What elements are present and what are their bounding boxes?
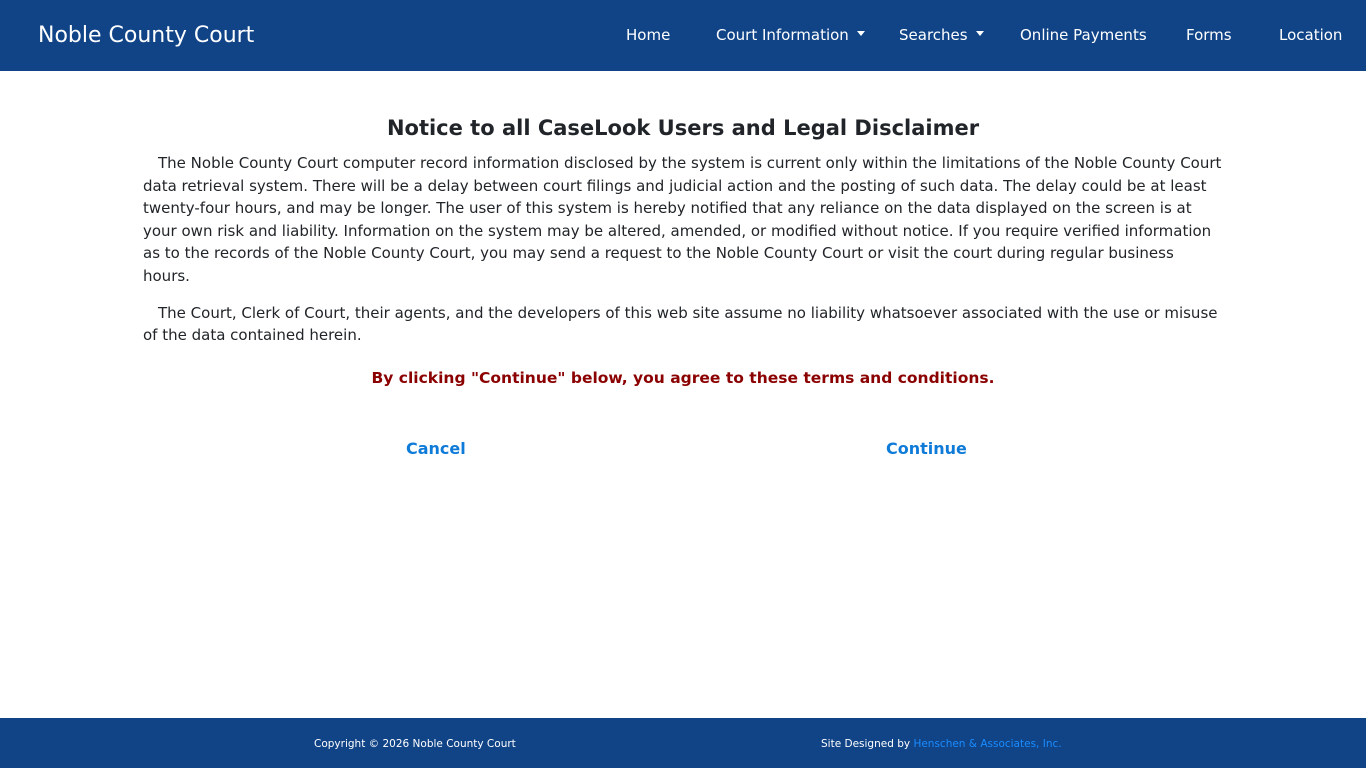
designed-by-prefix: Site Designed by: [821, 738, 911, 750]
nav-searches[interactable]: [899, 25, 984, 45]
site-designer-credit: [821, 737, 1062, 751]
liability-paragraph: The Court, Clerk of Court, their agents, and the developers of this web site assume no liability whatsoever associated with the use or misuse of the data contained herein.: [143, 303, 1218, 345]
page-title: Notice to all CaseLook Users and Legal Disclaimer: [386, 116, 980, 140]
nav-forms[interactable]: Forms: [1186, 26, 1232, 44]
agreement-notice: By clicking "Continue" below, you agree to these terms and conditions.: [371, 368, 995, 387]
caret-down-icon: [857, 31, 865, 36]
navbar: [0, 0, 1366, 71]
nav-online-payments[interactable]: Online Payments: [1020, 26, 1147, 44]
designer-link[interactable]: Henschen & Associates, Inc.: [913, 738, 1062, 750]
continue-button[interactable]: Continue: [886, 439, 967, 458]
cancel-button[interactable]: Cancel: [406, 439, 466, 458]
nav-court-information-label: Court Information: [716, 26, 849, 44]
disclaimer-content: [143, 110, 1223, 389]
caret-down-icon: [976, 31, 984, 36]
nav-home[interactable]: Home: [626, 26, 671, 44]
brand-link[interactable]: Noble County Court: [38, 23, 255, 48]
copyright-text: Copyright © 2026 Noble County Court: [314, 738, 516, 750]
nav-court-information[interactable]: [716, 25, 865, 45]
nav-location[interactable]: Location: [1279, 26, 1343, 44]
footer: [0, 718, 1366, 768]
disclaimer-paragraph: The Noble County Court computer record information disclosed by the system is current only within the limitations of the Noble County Court data retrieval system. There will be a delay between court filings and judicial action and the posting of such data. The delay could be at least twenty-four hours, and may be longer. The user of this system is hereby notified that any reliance on the data displayed on the screen is at your own risk and liability. Information on the system may be altered, amended, or modified without notice. If you require verified information as to the records of the Noble County Court, you may send a request to the Noble County Court or visit the court during regular business hours.: [143, 154, 1222, 285]
nav-searches-label: Searches: [899, 26, 968, 44]
